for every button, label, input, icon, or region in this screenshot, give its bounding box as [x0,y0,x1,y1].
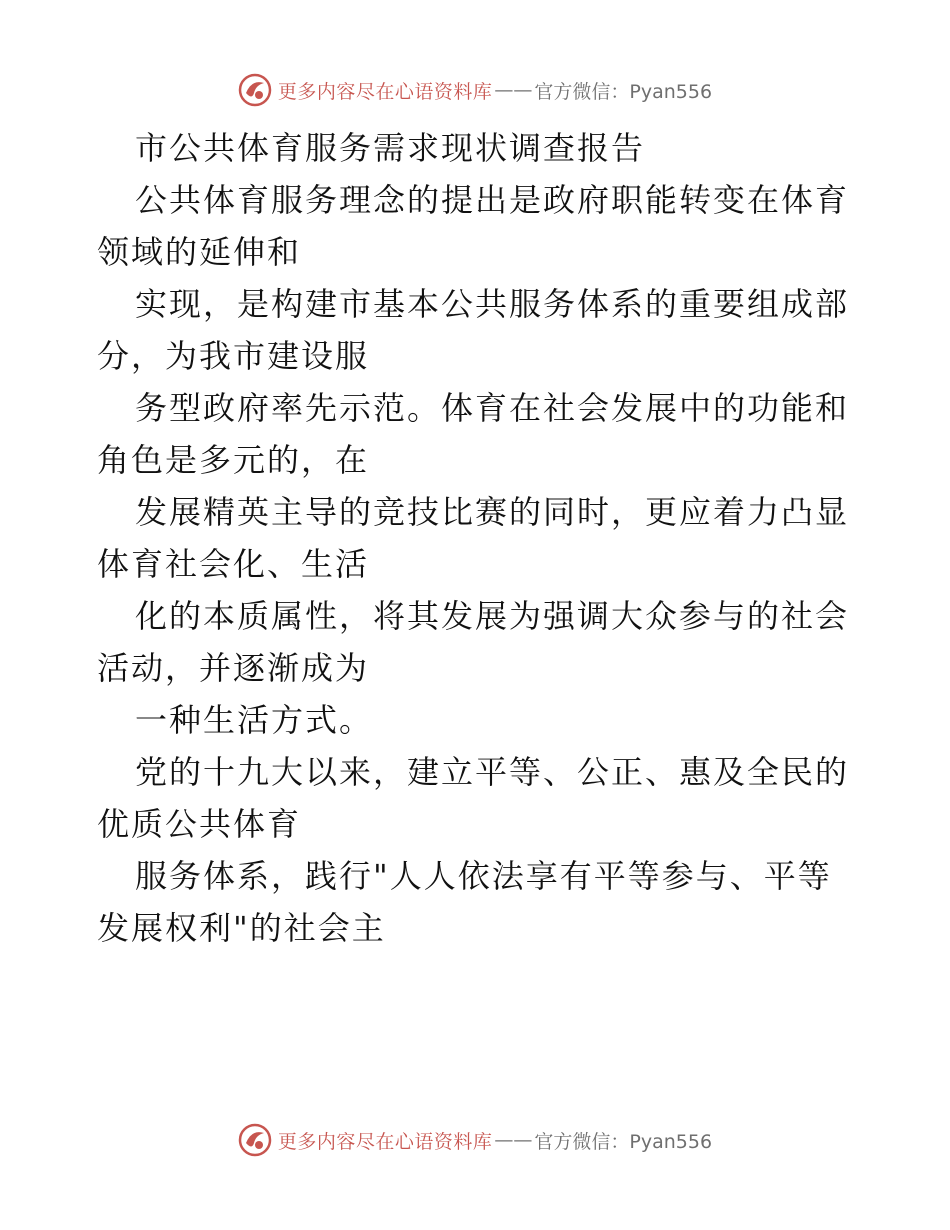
doc-line: 活动，并逐渐成为 [97,649,370,687]
doc-line: 一种生活方式。 [135,701,374,739]
doc-line: 体育社会化、生活 [97,545,370,583]
footer-banner [0,1120,950,1160]
doc-line: 化的本质属性，将其发展为强调大众参与的社会 [135,597,850,635]
doc-line: 公共体育服务理念的提出是政府职能转变在体育 [135,181,850,219]
header-separator: —— [494,79,533,101]
doc-title: 市公共体育服务需求现状调查报告 [135,129,646,167]
footer-wechat-text: 官方微信：Pyan556 [534,1130,713,1153]
shield-swirl-logo-icon [238,73,272,107]
shield-swirl-logo-icon [238,1123,272,1157]
doc-line: 优质公共体育 [97,805,302,843]
footer-separator: —— [494,1129,533,1151]
doc-line: 服务体系，践行"人人依法享有平等参与、平等 [135,857,832,895]
header-banner [0,70,950,110]
header-brand-text: 更多内容尽在心语资料库 [277,80,493,103]
document-body [97,122,857,954]
doc-line: 发展精英主导的竞技比赛的同时，更应着力凸显 [135,493,850,531]
doc-line: 领域的延伸和 [97,233,302,271]
header-wechat-text: 官方微信：Pyan556 [534,80,713,103]
doc-line: 党的十九大以来，建立平等、公正、惠及全民的 [135,753,850,791]
footer-brand-text: 更多内容尽在心语资料库 [277,1130,493,1153]
doc-line: 务型政府率先示范。体育在社会发展中的功能和 [135,389,850,427]
doc-line: 发展权利"的社会主 [97,909,386,947]
doc-line: 分，为我市建设服 [97,337,370,375]
doc-line: 角色是多元的，在 [97,441,370,479]
doc-line: 实现，是构建市基本公共服务体系的重要组成部 [135,285,850,323]
